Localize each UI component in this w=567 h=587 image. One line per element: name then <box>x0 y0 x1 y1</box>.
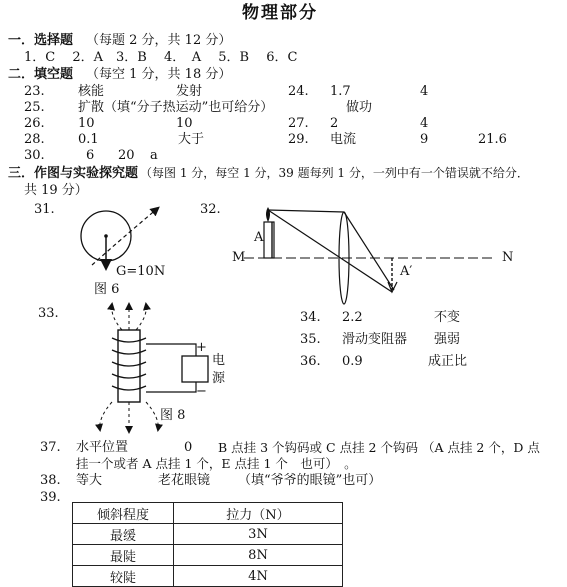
q37-answer-2: 0 <box>184 440 193 455</box>
q28-num: 28. <box>24 132 45 147</box>
q36-answer-1: 0.9 <box>342 354 363 369</box>
q34-answer-1: 2.2 <box>342 310 363 325</box>
q26-num: 26. <box>24 116 45 131</box>
q35-answer-2: 强弱 <box>434 332 461 347</box>
ray-2b <box>344 212 394 290</box>
fig33-caption: 图 8 <box>160 408 186 423</box>
fig31-diagram <box>81 208 158 268</box>
q26-answer-1: 10 <box>78 116 95 131</box>
q30-num: 30. <box>24 148 45 163</box>
section-3-heading: 三．作图与实验探究题 <box>8 166 139 181</box>
q29-answer-1: 电流 <box>330 132 357 147</box>
table-cell: 较陡 <box>73 566 174 587</box>
q27-num: 27. <box>288 116 309 131</box>
page-title: 物理部分 <box>242 3 318 23</box>
table-header-row <box>73 503 343 524</box>
coil-windings <box>112 338 146 390</box>
q30-answer-1: 6 <box>86 148 95 163</box>
source-plus-sign: + <box>196 340 207 355</box>
section-3-note-cont: 共 19 分） <box>24 183 88 198</box>
power-source-box <box>182 356 208 382</box>
q38-answer-1: 等大 <box>76 473 103 488</box>
ray-2a <box>268 210 344 212</box>
q23-num: 23. <box>24 84 45 99</box>
section-1-answers: 1．C 2．A 3．B 4． A 5．B 6．C <box>24 50 298 65</box>
object-label-a: A <box>254 230 264 245</box>
q25-answer-1: 扩散（填“分子热运动”也可给分） <box>78 100 274 115</box>
q24-answer-1: 1.7 <box>330 84 351 99</box>
table-cell: 8N <box>174 545 343 566</box>
trajectory-arrow <box>92 208 158 265</box>
section-2-heading: 二．填空题 <box>8 67 74 82</box>
power-source-label: 电源 <box>212 353 226 386</box>
section-3-note: （每图 1 分，每空 1 分，39 题每列 1 分，一列中有一个错误就不给分． <box>140 166 529 180</box>
q36-answer-2: 成正比 <box>428 354 468 369</box>
q38-answer-2: 老花眼镜 <box>158 473 211 488</box>
candle-flame <box>266 207 270 222</box>
table-header-cell: 倾斜程度 <box>73 503 174 524</box>
table-cell: 最缓 <box>73 524 174 545</box>
axis-label-n: N <box>502 250 514 265</box>
fig31-caption: 图 6 <box>94 282 120 297</box>
table-header-cell: 拉力（N） <box>174 503 343 524</box>
q27-answer-1: 2 <box>330 116 339 131</box>
table-row <box>73 566 343 587</box>
fig31-number: 31. <box>34 202 55 217</box>
field-lines <box>100 304 159 432</box>
q29-answer-2: 9 <box>420 132 429 147</box>
table-row <box>73 524 343 545</box>
q27-answer-2: 4 <box>420 116 429 131</box>
q37-answer-3: B 点挂 3 个钩码或 C 点挂 2 个钩码 （A 点挂 2 个，D 点 <box>218 440 540 455</box>
q25-answer-2: 做功 <box>346 100 373 115</box>
q30-answer-3: a <box>150 148 158 163</box>
q28-answer-2: 大于 <box>178 132 205 147</box>
q24-num: 24. <box>288 84 309 99</box>
q35-answer-1: 滑动变阻器 <box>342 332 408 347</box>
q29-num: 29. <box>288 132 309 147</box>
section-1-note: （每题 2 分，共 12 分） <box>86 33 232 48</box>
q24-answer-2: 4 <box>420 84 429 99</box>
q34-answer-2: 不变 <box>434 310 461 325</box>
fig33-number: 33. <box>38 306 59 321</box>
q26-answer-2: 10 <box>176 116 193 131</box>
q35-num: 35. <box>300 332 321 347</box>
q30-answer-2: 20 <box>118 148 135 163</box>
wire-top <box>146 344 196 356</box>
q23-answer-1: 核能 <box>78 84 105 99</box>
q37-num: 37. <box>40 440 61 455</box>
q38-num: 38. <box>40 473 61 488</box>
q37-answer-3-cont: 挂一个或者 A 点挂 1 个，E 点挂 1 个 也可） 。 <box>76 456 357 471</box>
fig33-diagram <box>100 304 208 432</box>
q28-answer-1: 0.1 <box>78 132 99 147</box>
q39-table <box>72 502 343 587</box>
q34-num: 34. <box>300 310 321 325</box>
q37-answer-1: 水平位置 <box>76 440 129 455</box>
section-1-heading: 一．选择题 <box>8 33 74 48</box>
section-2-note: （每空 1 分，共 18 分） <box>86 67 232 82</box>
table-row <box>73 545 343 566</box>
image-label-a-prime: A′ <box>400 264 413 279</box>
q29-answer-3: 21.6 <box>478 132 507 147</box>
q25-num: 25. <box>24 100 45 115</box>
q23-answer-2: 发射 <box>176 84 203 99</box>
ray-1 <box>268 210 392 292</box>
table-cell: 最陡 <box>73 545 174 566</box>
q36-num: 36. <box>300 354 321 369</box>
q39-num: 39. <box>40 490 61 505</box>
wire-bottom <box>146 382 196 392</box>
source-minus-sign: − <box>196 384 207 399</box>
table-cell: 3N <box>174 524 343 545</box>
gravity-label: G=10N <box>116 264 166 279</box>
fig32-number: 32. <box>200 202 221 217</box>
axis-label-m: M <box>232 250 246 265</box>
table-cell: 4N <box>174 566 343 587</box>
q38-note: （填“爷爷的眼镜”也可） <box>238 473 382 488</box>
fig32-diagram <box>244 207 495 304</box>
